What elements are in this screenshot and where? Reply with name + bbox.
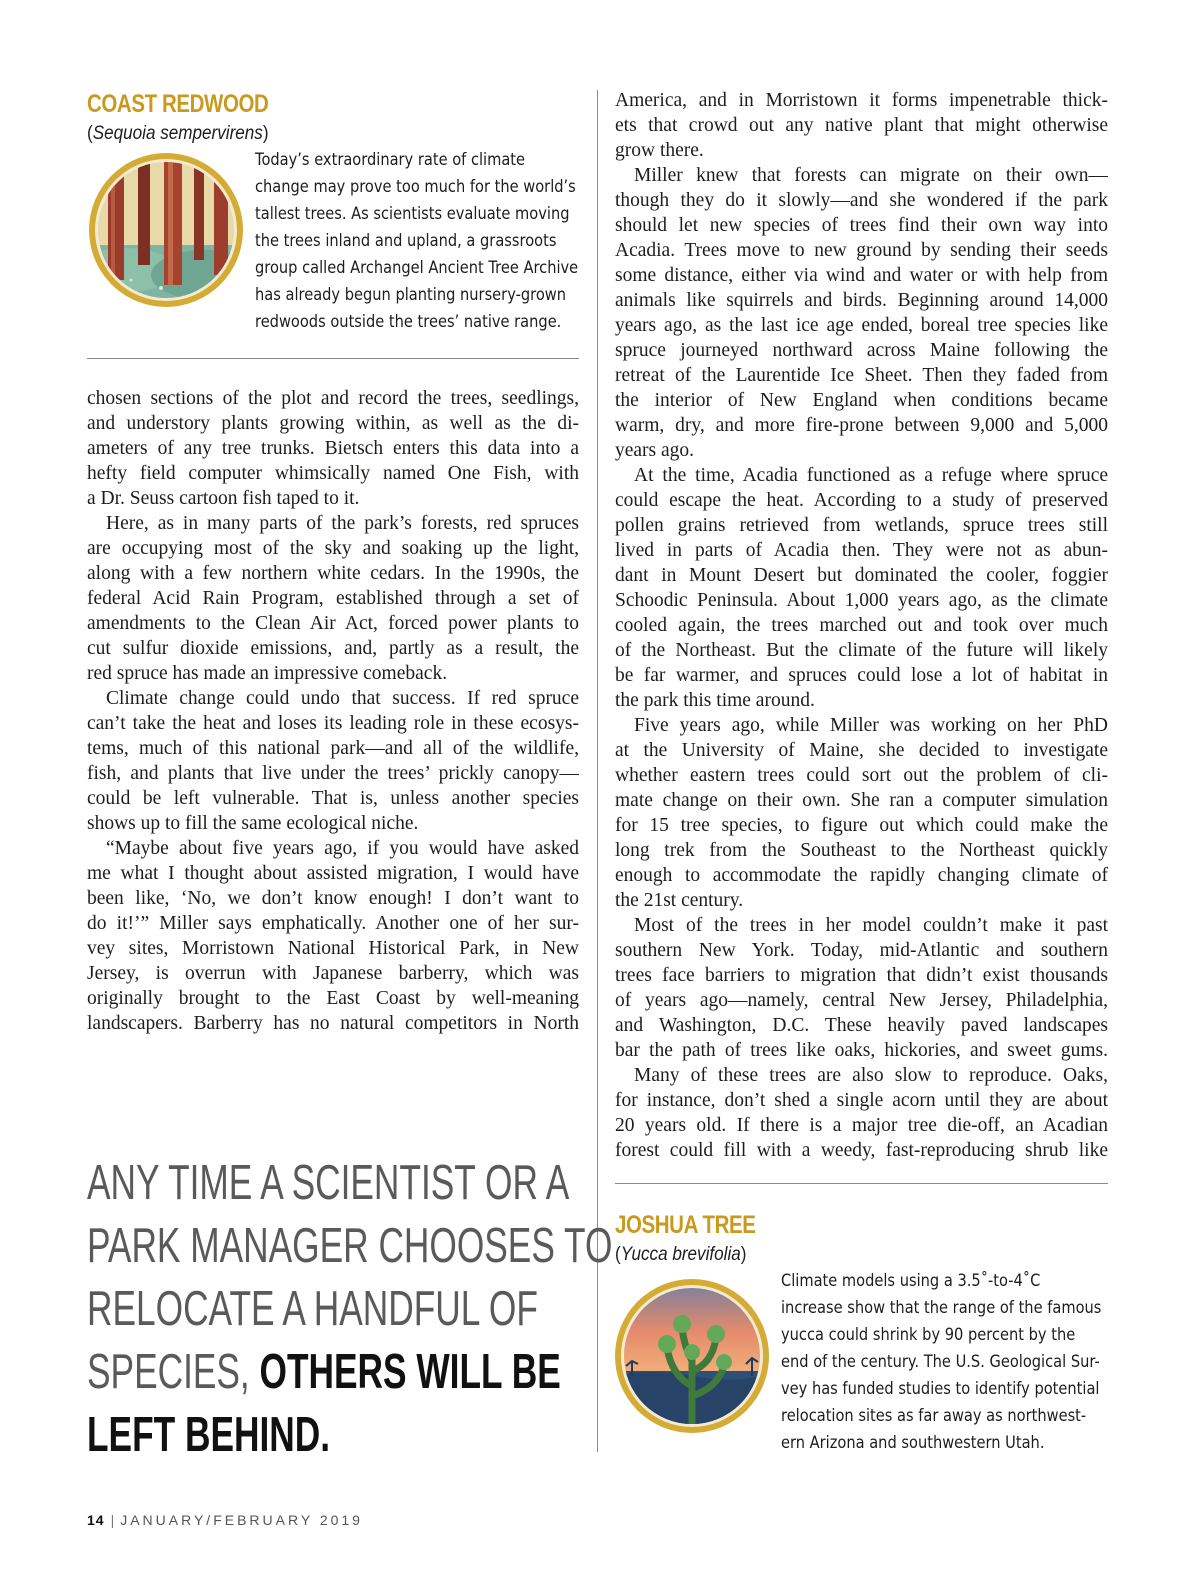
joshua-tree-description: Climate models using a 3.5˚-to-4˚C increase show that the range of the famous yucca could shrink by 90 percent by the end of the century. The U.S. Geological Sur- vey has funded studies to identify potential relocation sites as far away as northwest- ern Arizona and southwestern Utah.	[781, 1271, 1102, 1453]
page-number: 14	[87, 1512, 105, 1528]
redwood-illustration	[86, 150, 246, 310]
issue-date: JANUARY/FEBRUARY 2019	[120, 1512, 363, 1528]
sidebar-divider-top	[87, 358, 579, 359]
joshua-tree-illustration	[612, 1276, 772, 1436]
coast-redwood-latin: (Sequoia sempervirens)	[87, 123, 269, 144]
footer-separator: |	[110, 1512, 115, 1528]
page-footer	[87, 1512, 363, 1528]
joshua-tree-latin: (Yucca brevifolia)	[615, 1244, 747, 1265]
coast-redwood-description: Today’s extraordinary rate of climate change may prove too much for the world’s tallest trees. As scientists evaluate moving the trees inland and upland, a grassroots group called Archangel Ancient Tree Archive has already begun planting nursery-grown redwoods outside the trees’ native range.	[255, 150, 579, 332]
pull-quote: ANY TIME A SCIENTIST OR A PARK MANAGER CHOOSES TO RELOCATE A HANDFUL OF SPECIES, OTHERS WILL BE LEFT BEHIND.	[87, 1156, 613, 1462]
coast-redwood-title: COAST REDWOOD	[87, 90, 269, 118]
left-column-text: chosen sections of the plot and record the trees, seedlings, and understory plants growing within, as well as the di- ameters of any tree trunks. Bietsch enters this data into a hefty field computer whimsically named One Fish, with a Dr. Seuss cartoon fish taped to it. Here, as in many parts of the park’s forests, red spruces are occupying most of the sky and soaking up the light, along with a few northern white cedars. In the 1990s, the federal Acid Rain Program, established through a set of amendments to the Clean Air Act, forced power plants to cut sulfur dioxide emissions, and, partly as a result, the red spruce has made an impressive comeback. Climate change could undo that success. If red spruce can’t take the heat and loses its leading role in these ecosys- tems, much of this national park—and all of the wildlife, fish, and plants that live under the trees’ prickly canopy— could be left vulnerable. That is, unless another species shows up to fill the same ecological niche. “Maybe about five years ago, if you would have asked me what I thought about assisted migration, I would have been like, ‘No, we don’t know enough! I don’t want to do it!’” Miller says emphatically. Another one of her sur- vey sites, Morristown National Historical Park, in New Jersey, is overrun with Japanese barberry, which was originally brought to the East Coast by well-meaning landscapers. Barberry has no natural competitors in North	[87, 388, 579, 1034]
joshua-tree-title: JOSHUA TREE	[615, 1211, 756, 1239]
right-column-text: America, and in Morristown it forms impenetrable thick- ets that crowd out any native plant that might otherwise grow there. Miller knew that forests can migrate on their own— though they do it slowly—and she wondered if the park should let new species of trees find their own way into Acadia. Trees move to new ground by sending their seeds some distance, either via wind and water or with help from animals like squirrels and birds. Beginning around 14,000 years ago, as the last ice age ended, boreal tree species like spruce journeyed northward across Maine following the retreat of the Laurentide Ice Sheet. Then they faded from the interior of New England when conditions became warm, dry, and more fire-prone between 9,000 and 5,000 years ago. At the time, Acadia functioned as a refuge where spruce could escape the heat. According to a study of preserved pollen grains retrieved from wetlands, spruce trees still lived in parts of Acadia then. They were not as abun- dant in Mount Desert but dominated the cooler, foggier Schoodic Peninsula. About 1,000 years ago, as the climate cooled again, the trees marched out and took over much of the Northeast. But the climate of the future will likely be far warmer, and spruces could lose a lot of habitat in the park this time around. Five years ago, while Miller was working on her PhD at the University of Maine, she decided to investigate whether eastern trees could sort out the problem of cli- mate change on their own. She ran a computer simulation for 15 tree species, to figure out which could make the long trek from the Southeast to the Northeast quickly enough to accommodate the rapidly changing climate of the 21st century. Most of the trees in her model couldn’t make it past southern New York. Today, mid-Atlantic and southern trees face barriers to migration that didn’t exist thousands of years ago—namely, central New Jersey, Philadelphia, and Washington, D.C. These heavily paved landscapes bar the path of trees like oaks, hickories, and sweet gums. Many of these trees are also slow to reproduce. Oaks, for instance, don’t shed a single acorn until they are about 20 years old. If there is a major tree die-off, an Acadian forest could fill with a weedy, fast-reproducing shrub like	[615, 90, 1108, 1161]
sidebar-divider-bottom	[615, 1183, 1108, 1184]
